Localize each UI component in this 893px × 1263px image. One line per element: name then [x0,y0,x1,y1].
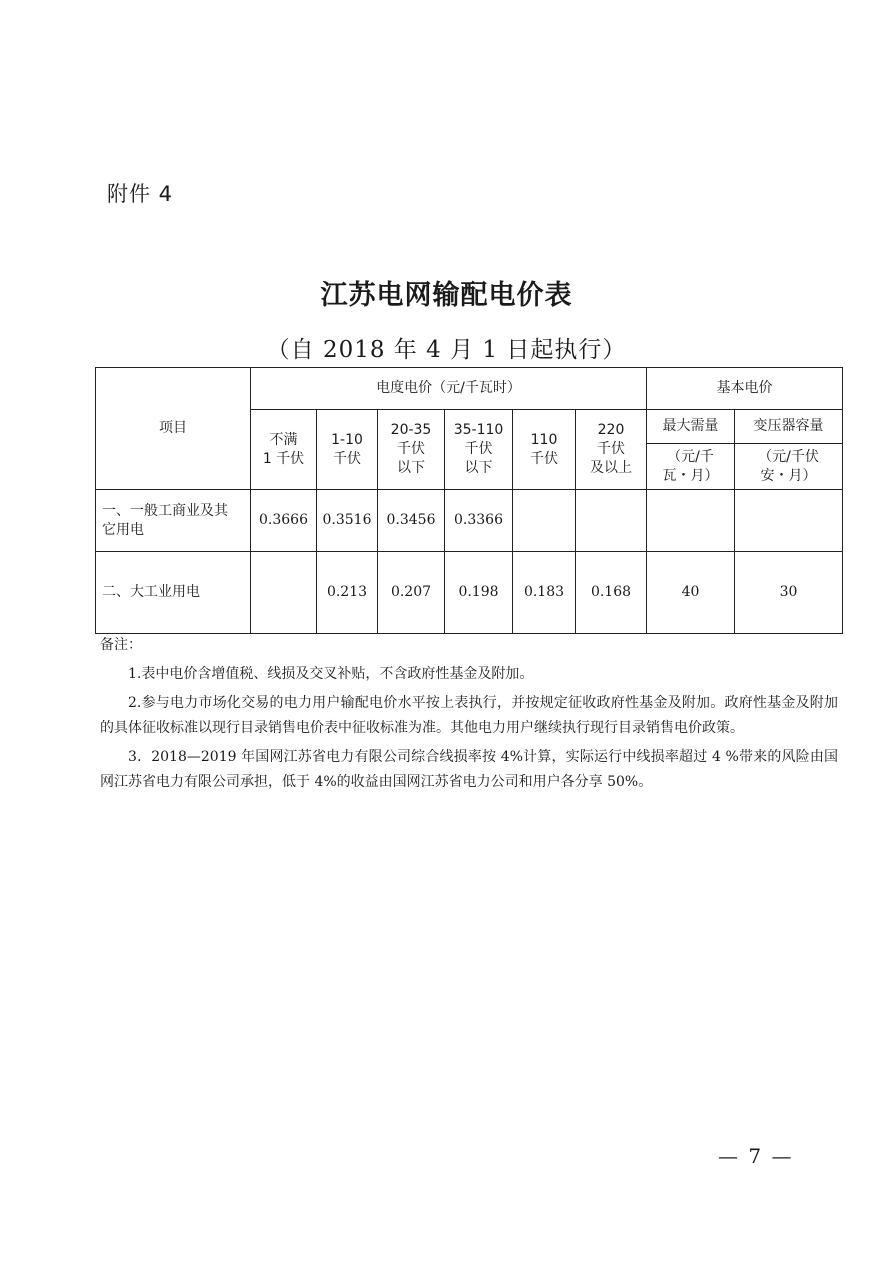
document-title: 江苏电网输配电价表 [320,280,573,311]
header-line: 35-110 [453,422,504,439]
header-line: 瓦・月） [662,467,719,484]
header-energy-price-label: 电度电价（元/千瓦时） [376,380,521,397]
annex-label: 附件 4 [107,182,174,206]
cell-value: 0.213 [317,552,378,634]
header-line: 千伏 [597,441,625,458]
header-line: （元/千 [667,448,714,465]
cell-value [513,490,576,552]
header-transformer-capacity [735,410,843,444]
cell-value: 0.198 [445,552,513,634]
row-label-line: 一、一般工商业及其 [102,502,228,519]
header-voltage-20-35kv [378,410,445,490]
row-label-large-industrial [96,552,251,634]
cell-value [576,490,647,552]
note-item: 3．2018—2019 年国网江苏省电力有限公司综合线损率按 4%计算，实际运行中线损率超过 4 %带来的风险由国网江苏省电力有限公司承担，低于 4%的收益由国网江苏省电力公司和用户各分享 50%。 [100,749,838,790]
header-line: 以下 [397,459,425,476]
table-row [96,490,843,552]
cell-value: 0.168 [576,552,647,634]
notes-heading: 备注： [100,637,142,653]
header-basic-price [647,368,843,410]
page-number: — 7 — [718,1144,794,1168]
price-table [95,367,843,634]
header-line: 以下 [464,459,493,476]
header-transformer-capacity-unit [735,444,843,490]
header-line: 220 [597,422,625,439]
cell-value [735,490,843,552]
header-item-label: 项目 [159,420,187,437]
header-line: 及以上 [590,459,632,476]
header-energy-price [251,368,647,410]
header-line: 不满 [269,431,298,448]
header-line: 千伏 [397,441,425,458]
header-line: 110 [530,431,558,448]
header-line: 1-10 [331,431,363,448]
cell-value [251,552,317,634]
cell-value: 0.183 [513,552,576,634]
header-basic-price-label: 基本电价 [716,380,773,397]
header-voltage-220kv-above [576,410,647,490]
note-item: 2.参与电力市场化交易的电力用户输配电价水平按上表执行，并按规定征收政府性基金及附加。政府性基金及附加的具体征收标准以现行目录销售电价表中征收标准为准。其他电力用户继续执行现行目录销售电价政策。 [100,695,838,736]
header-max-demand [647,410,735,444]
header-line: 千伏 [333,450,361,467]
cell-value: 40 [647,552,735,634]
row-label-line: 二、大工业用电 [102,584,200,601]
header-voltage-under-1kv [251,410,317,490]
notes-section [100,633,838,799]
row-label-general-commercial [96,490,251,552]
cell-value: 0.3456 [378,490,445,552]
header-line: 1 千伏 [262,450,305,467]
header-line: （元/千伏 [758,448,819,465]
row-label-line: 它用电 [102,521,144,538]
header-voltage-35-110kv [445,410,513,490]
document-subtitle: （自 2018 年 4 月 1 日起执行） [266,337,627,363]
header-item [96,368,251,490]
header-line: 千伏 [464,441,493,458]
cell-value: 0.3516 [317,490,378,552]
note-item: 1.表中电价含增值税、线损及交叉补贴，不含政府性基金及附加。 [128,666,534,682]
cell-value: 0.3666 [251,490,317,552]
cell-value: 0.207 [378,552,445,634]
header-max-demand-label: 最大需量 [662,418,719,435]
cell-value: 30 [735,552,843,634]
header-voltage-1-10kv [317,410,378,490]
header-voltage-110kv [513,410,576,490]
header-line: 20-35 [390,422,432,439]
header-line: 千伏 [530,450,558,467]
table-row [96,552,843,634]
header-max-demand-unit [647,444,735,490]
cell-value: 0.3366 [445,490,513,552]
cell-value [647,490,735,552]
header-line: 安・月） [760,467,817,484]
header-transformer-capacity-label: 变压器容量 [753,418,824,435]
